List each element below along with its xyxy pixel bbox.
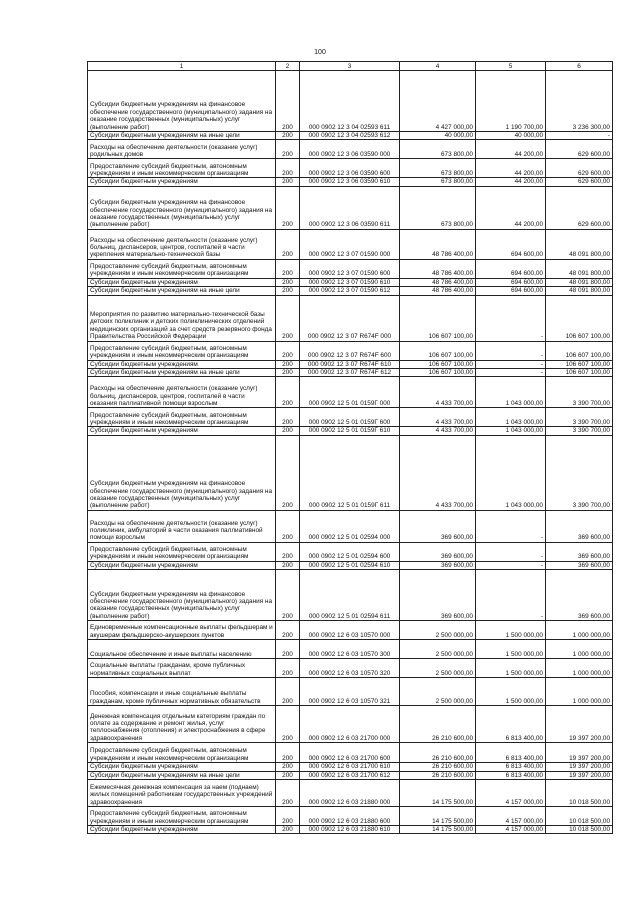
- row-amount-cell: 1 043 000,00: [476, 377, 546, 408]
- row-code-cell: 000 0902 12 6 03 21880 600: [300, 807, 400, 826]
- table-row: [88, 295, 613, 341]
- row-name-cell: Расходы на обеспечение деятельности (оказание услуг) поликлиник, амбулаторий в части оказания паллиативной помощи взрослым: [88, 510, 276, 542]
- row-amount-cell: 629 600,00: [546, 186, 613, 229]
- row-code-cell: 000 0902 12 6 03 10570 321: [300, 678, 400, 706]
- row-code-cell: 000 0902 12 5 01 0159Г 000: [300, 377, 400, 408]
- table-row: [88, 427, 613, 435]
- row-kvr-cell: 200: [276, 229, 300, 259]
- row-amount-cell: 673 800,00: [400, 140, 476, 159]
- row-name-cell: Субсидии бюджетным учреждениям на финансовое обеспечение государственного (муниципального) задания на оказание государственных (муниципальных) услуг (выполнение работ): [88, 570, 276, 621]
- row-kvr-cell: 200: [276, 360, 300, 368]
- row-amount-cell: 19 397 200,00: [546, 743, 613, 763]
- row-name-cell: Социальное обеспечение и иные выплаты населению: [88, 640, 276, 659]
- row-name-cell: Субсидии бюджетным учреждениям на иные цели: [88, 287, 276, 295]
- row-amount-cell: 1 043 000,00: [476, 427, 546, 435]
- column-header: 3: [300, 62, 400, 71]
- row-name-cell: Денежная компенсация отдельным категориям граждан по оплате за содержание и ремонт жилья, услуг теплоснабжения (отопления) и электроснабжения в сфере здравоохранения: [88, 706, 276, 743]
- row-amount-cell: 10 018 500,00: [546, 826, 613, 834]
- row-name-cell: Субсидии бюджетным учреждениям: [88, 763, 276, 771]
- row-amount-cell: 694 600,00: [476, 229, 546, 259]
- row-name-cell: Субсидии бюджетным учреждениям: [88, 826, 276, 834]
- row-kvr-cell: 200: [276, 278, 300, 286]
- row-amount-cell: 694 600,00: [476, 259, 546, 278]
- row-amount-cell: 369 600,00: [400, 510, 476, 542]
- row-code-cell: 000 0902 12 5 01 02594 610: [300, 561, 400, 569]
- row-name-cell: Субсидии бюджетным учреждениям на иные цели: [88, 369, 276, 377]
- row-amount-cell: 673 800,00: [400, 178, 476, 186]
- table-row: [88, 71, 613, 132]
- row-amount-cell: 26 210 600,00: [400, 706, 476, 743]
- row-code-cell: 000 0902 12 3 07 R674F 610: [300, 360, 400, 368]
- row-amount-cell: 369 600,00: [546, 542, 613, 561]
- row-amount-cell: -: [476, 542, 546, 561]
- row-name-cell: Субсидии бюджетным учреждениям на финансовое обеспечение государственного (муниципального) задания на оказание государственных (муниципальных) услуг (выполнение работ): [88, 71, 276, 132]
- row-amount-cell: 1 043 000,00: [476, 408, 546, 427]
- row-code-cell: 000 0902 12 3 07 01590 612: [300, 287, 400, 295]
- row-code-cell: 000 0902 12 6 03 21700 612: [300, 771, 400, 779]
- row-kvr-cell: 200: [276, 341, 300, 360]
- row-amount-cell: 40 000,00: [476, 132, 546, 140]
- column-header: 6: [546, 62, 613, 71]
- row-name-cell: Субсидии бюджетным учреждениям на иные цели: [88, 771, 276, 779]
- row-kvr-cell: 200: [276, 408, 300, 427]
- row-amount-cell: 44 200,00: [476, 159, 546, 178]
- column-number-row: [88, 62, 613, 71]
- row-amount-cell: 673 800,00: [400, 159, 476, 178]
- row-amount-cell: 10 018 500,00: [546, 780, 613, 807]
- row-name-cell: Предоставление субсидий бюджетным, автономным учреждениям и иным некоммерческим организациям: [88, 743, 276, 763]
- budget-table: [87, 61, 613, 834]
- row-amount-cell: 1 500 000,00: [476, 621, 546, 640]
- table-row: [88, 186, 613, 229]
- row-amount-cell: 3 390 700,00: [546, 435, 613, 510]
- column-header: 4: [400, 62, 476, 71]
- row-code-cell: 000 0902 12 6 03 21700 600: [300, 743, 400, 763]
- table-row: [88, 140, 613, 159]
- row-name-cell: Социальные выплаты гражданам, кроме публичных нормативных социальных выплат: [88, 659, 276, 678]
- row-code-cell: 000 0902 12 3 07 01590 000: [300, 229, 400, 259]
- row-amount-cell: 1 000 000,00: [546, 659, 613, 678]
- row-name-cell: Субсидии бюджетным учреждениям: [88, 178, 276, 186]
- row-amount-cell: 6 813 400,00: [476, 706, 546, 743]
- row-amount-cell: 19 397 200,00: [546, 706, 613, 743]
- row-amount-cell: 3 390 700,00: [546, 427, 613, 435]
- row-amount-cell: 6 813 400,00: [476, 763, 546, 771]
- row-amount-cell: 6 813 400,00: [476, 743, 546, 763]
- row-kvr-cell: 200: [276, 369, 300, 377]
- row-amount-cell: 14 175 500,00: [400, 826, 476, 834]
- row-amount-cell: 48 786 400,00: [400, 259, 476, 278]
- row-name-cell: Субсидии бюджетным учреждениям на финансовое обеспечение государственного (муниципального) задания на оказание государственных (муниципальных) услуг (выполнение работ): [88, 186, 276, 229]
- table-row: [88, 132, 613, 140]
- row-code-cell: 000 0902 12 5 01 0159Г 611: [300, 435, 400, 510]
- row-name-cell: Предоставление субсидий бюджетным, автономным учреждениям и иным некоммерческим организациям: [88, 159, 276, 178]
- row-amount-cell: 40 000,00: [400, 132, 476, 140]
- row-name-cell: Расходы на обеспечение деятельности (оказание услуг) больниц, диспансеров, центров, госпиталей в части оказания паллиативной помощи взрослым: [88, 377, 276, 408]
- row-kvr-cell: 200: [276, 287, 300, 295]
- row-amount-cell: 106 607 100,00: [400, 360, 476, 368]
- row-amount-cell: -: [476, 360, 546, 368]
- table-row: [88, 621, 613, 640]
- table-row: [88, 287, 613, 295]
- row-amount-cell: 48 091 800,00: [546, 259, 613, 278]
- row-code-cell: 000 0902 12 3 06 03590 610: [300, 178, 400, 186]
- row-name-cell: Предоставление субсидий бюджетным, автономным учреждениям и иным некоммерческим организациям: [88, 259, 276, 278]
- row-kvr-cell: 200: [276, 510, 300, 542]
- row-amount-cell: 1 043 000,00: [476, 435, 546, 510]
- row-amount-cell: 4 433 700,00: [400, 435, 476, 510]
- row-code-cell: 000 0902 12 5 01 02594 000: [300, 510, 400, 542]
- row-amount-cell: 14 175 500,00: [400, 780, 476, 807]
- table-row: [88, 542, 613, 561]
- row-code-cell: 000 0902 12 3 04 02593 611: [300, 71, 400, 132]
- row-amount-cell: 48 786 400,00: [400, 229, 476, 259]
- row-kvr-cell: 200: [276, 295, 300, 341]
- row-name-cell: Предоставление субсидий бюджетным, автономным учреждениям и иным некоммерческим организациям: [88, 542, 276, 561]
- row-amount-cell: -: [476, 295, 546, 341]
- table-row: [88, 659, 613, 678]
- row-kvr-cell: 200: [276, 570, 300, 621]
- table-row: [88, 510, 613, 542]
- row-amount-cell: 106 607 100,00: [546, 341, 613, 360]
- row-amount-cell: 1 500 000,00: [476, 640, 546, 659]
- row-code-cell: 000 0902 12 3 04 02593 612: [300, 132, 400, 140]
- row-amount-cell: 4 157 000,00: [476, 780, 546, 807]
- row-kvr-cell: 200: [276, 640, 300, 659]
- row-amount-cell: 4 427 000,00: [400, 71, 476, 132]
- row-kvr-cell: 200: [276, 706, 300, 743]
- row-name-cell: Субсидии бюджетным учреждениям на финансовое обеспечение государственного (муниципального) задания на оказание государственных (муниципальных) услуг (выполнение работ): [88, 435, 276, 510]
- row-kvr-cell: 200: [276, 132, 300, 140]
- row-kvr-cell: 200: [276, 678, 300, 706]
- row-amount-cell: 1 500 000,00: [476, 678, 546, 706]
- column-header: 1: [88, 62, 276, 71]
- row-kvr-cell: 200: [276, 771, 300, 779]
- row-code-cell: 000 0902 12 6 03 21700 610: [300, 763, 400, 771]
- row-kvr-cell: 200: [276, 259, 300, 278]
- row-code-cell: 000 0902 12 3 06 03590 600: [300, 159, 400, 178]
- row-code-cell: 000 0902 12 3 07 R674F 612: [300, 369, 400, 377]
- row-amount-cell: 1 000 000,00: [546, 621, 613, 640]
- table-row: [88, 377, 613, 408]
- row-amount-cell: 369 600,00: [546, 570, 613, 621]
- row-code-cell: 000 0902 12 5 01 02594 600: [300, 542, 400, 561]
- row-amount-cell: 19 397 200,00: [546, 763, 613, 771]
- row-kvr-cell: 200: [276, 71, 300, 132]
- row-code-cell: 000 0902 12 5 01 02594 611: [300, 570, 400, 621]
- row-kvr-cell: 200: [276, 542, 300, 561]
- row-name-cell: Субсидии бюджетным учреждениям: [88, 561, 276, 569]
- row-kvr-cell: 200: [276, 659, 300, 678]
- row-kvr-cell: 200: [276, 780, 300, 807]
- table-row: [88, 178, 613, 186]
- row-amount-cell: 4 433 700,00: [400, 427, 476, 435]
- row-code-cell: 000 0902 12 6 03 10570 320: [300, 659, 400, 678]
- page-number: 100: [314, 49, 326, 56]
- row-amount-cell: 44 200,00: [476, 140, 546, 159]
- row-code-cell: 000 0902 12 6 03 10570 300: [300, 640, 400, 659]
- row-amount-cell: 4 433 700,00: [400, 377, 476, 408]
- row-amount-cell: 1 000 000,00: [546, 678, 613, 706]
- row-amount-cell: 44 200,00: [476, 186, 546, 229]
- row-amount-cell: 673 800,00: [400, 186, 476, 229]
- table-row: [88, 771, 613, 779]
- table-row: [88, 360, 613, 368]
- column-header: 5: [476, 62, 546, 71]
- row-name-cell: Пособия, компенсации и иные социальные выплаты гражданам, кроме публичных нормативных обязательств: [88, 678, 276, 706]
- row-kvr-cell: 200: [276, 159, 300, 178]
- row-amount-cell: -: [476, 510, 546, 542]
- table-row: [88, 678, 613, 706]
- table-row: [88, 807, 613, 826]
- row-amount-cell: 19 397 200,00: [546, 771, 613, 779]
- row-amount-cell: 369 600,00: [400, 542, 476, 561]
- row-kvr-cell: 200: [276, 377, 300, 408]
- row-amount-cell: 48 786 400,00: [400, 278, 476, 286]
- row-amount-cell: 629 600,00: [546, 178, 613, 186]
- row-kvr-cell: 200: [276, 763, 300, 771]
- row-name-cell: Субсидии бюджетным учреждениям на иные цели: [88, 132, 276, 140]
- table-row: [88, 826, 613, 834]
- row-amount-cell: 106 607 100,00: [546, 369, 613, 377]
- row-amount-cell: 4 433 700,00: [400, 408, 476, 427]
- row-amount-cell: 6 813 400,00: [476, 771, 546, 779]
- row-amount-cell: 2 500 000,00: [400, 640, 476, 659]
- row-amount-cell: -: [546, 132, 613, 140]
- row-name-cell: Предоставление субсидий бюджетным, автономным учреждениям и иным некоммерческим организациям: [88, 408, 276, 427]
- row-amount-cell: 629 600,00: [546, 140, 613, 159]
- row-kvr-cell: 200: [276, 743, 300, 763]
- row-amount-cell: 106 607 100,00: [400, 341, 476, 360]
- row-amount-cell: 106 607 100,00: [400, 369, 476, 377]
- row-amount-cell: 3 390 700,00: [546, 408, 613, 427]
- row-amount-cell: 48 091 800,00: [546, 229, 613, 259]
- row-kvr-cell: 200: [276, 561, 300, 569]
- row-amount-cell: -: [476, 561, 546, 569]
- table-row: [88, 159, 613, 178]
- table-row: [88, 743, 613, 763]
- row-amount-cell: 369 600,00: [400, 561, 476, 569]
- row-kvr-cell: 200: [276, 807, 300, 826]
- row-kvr-cell: 200: [276, 621, 300, 640]
- row-amount-cell: 1 190 700,00: [476, 71, 546, 132]
- row-amount-cell: 26 210 600,00: [400, 763, 476, 771]
- row-amount-cell: -: [476, 570, 546, 621]
- row-name-cell: Субсидии бюджетным учреждениям: [88, 427, 276, 435]
- row-name-cell: Мероприятия по развитию материально-технической базы детских поликлиник и детских поликлинических отделений медицинских организаций за счет средств резервного фонда Правительства Российской Федерации: [88, 295, 276, 341]
- row-amount-cell: 2 500 000,00: [400, 678, 476, 706]
- row-amount-cell: 369 600,00: [546, 561, 613, 569]
- row-amount-cell: 14 175 500,00: [400, 807, 476, 826]
- row-amount-cell: 4 157 000,00: [476, 807, 546, 826]
- row-amount-cell: 4 157 000,00: [476, 826, 546, 834]
- row-kvr-cell: 200: [276, 178, 300, 186]
- row-amount-cell: 26 210 600,00: [400, 743, 476, 763]
- row-code-cell: 000 0902 12 5 01 0159Г 600: [300, 408, 400, 427]
- row-kvr-cell: 200: [276, 186, 300, 229]
- row-amount-cell: 629 600,00: [546, 159, 613, 178]
- row-amount-cell: 44 200,00: [476, 178, 546, 186]
- row-amount-cell: 2 500 000,00: [400, 659, 476, 678]
- row-amount-cell: 48 091 800,00: [546, 287, 613, 295]
- table-row: [88, 706, 613, 743]
- table-row: [88, 640, 613, 659]
- table-row: [88, 435, 613, 510]
- row-amount-cell: 2 500 000,00: [400, 621, 476, 640]
- row-amount-cell: 369 600,00: [400, 570, 476, 621]
- row-amount-cell: 26 210 600,00: [400, 771, 476, 779]
- row-code-cell: 000 0902 12 6 03 21880 000: [300, 780, 400, 807]
- row-amount-cell: 48 091 800,00: [546, 278, 613, 286]
- row-name-cell: Предоставление субсидий бюджетным, автономным учреждениям и иным некоммерческим организациям: [88, 341, 276, 360]
- table-row: [88, 369, 613, 377]
- row-amount-cell: 694 600,00: [476, 278, 546, 286]
- row-name-cell: Расходы на обеспечение деятельности (оказание услуг) родильных домов: [88, 140, 276, 159]
- row-amount-cell: 106 607 100,00: [400, 295, 476, 341]
- table-row: [88, 341, 613, 360]
- row-name-cell: Субсидии бюджетным учреждениям: [88, 360, 276, 368]
- row-amount-cell: 3 390 700,00: [546, 377, 613, 408]
- row-amount-cell: -: [476, 341, 546, 360]
- row-code-cell: 000 0902 12 3 07 01590 600: [300, 259, 400, 278]
- row-amount-cell: 3 236 300,00: [546, 71, 613, 132]
- table-row: [88, 408, 613, 427]
- table-row: [88, 259, 613, 278]
- table-row: [88, 229, 613, 259]
- row-code-cell: 000 0902 12 6 03 21880 610: [300, 826, 400, 834]
- column-header: 2: [276, 62, 300, 71]
- row-kvr-cell: 200: [276, 826, 300, 834]
- row-amount-cell: 106 607 100,00: [546, 295, 613, 341]
- row-name-cell: Расходы на обеспечение деятельности (оказание услуг) больниц, диспансеров, центров, госпиталей в части укрепления материально-технической базы: [88, 229, 276, 259]
- row-kvr-cell: 200: [276, 435, 300, 510]
- row-code-cell: 000 0902 12 3 07 01590 610: [300, 278, 400, 286]
- row-kvr-cell: 200: [276, 140, 300, 159]
- table-row: [88, 561, 613, 569]
- row-code-cell: 000 0902 12 3 07 R674F 600: [300, 341, 400, 360]
- row-code-cell: 000 0902 12 3 07 R674F 000: [300, 295, 400, 341]
- row-name-cell: Ежемесячная денежная компенсация за наем (поднаем) жилых помещений работникам государственных учреждений здравоохранения: [88, 780, 276, 807]
- row-amount-cell: 1 500 000,00: [476, 659, 546, 678]
- row-amount-cell: 10 018 500,00: [546, 807, 613, 826]
- row-amount-cell: 694 600,00: [476, 287, 546, 295]
- row-amount-cell: 1 000 000,00: [546, 640, 613, 659]
- row-code-cell: 000 0902 12 6 03 21700 000: [300, 706, 400, 743]
- table-row: [88, 278, 613, 286]
- row-amount-cell: 369 600,00: [546, 510, 613, 542]
- table-row: [88, 780, 613, 807]
- row-code-cell: 000 0902 12 5 01 0159Г 610: [300, 427, 400, 435]
- row-name-cell: Субсидии бюджетным учреждениям: [88, 278, 276, 286]
- row-code-cell: 000 0902 12 6 03 10570 000: [300, 621, 400, 640]
- row-name-cell: Предоставление субсидий бюджетным, автономным учреждениям и иным некоммерческим организациям: [88, 807, 276, 826]
- row-kvr-cell: 200: [276, 427, 300, 435]
- row-code-cell: 000 0902 12 3 06 03590 000: [300, 140, 400, 159]
- row-amount-cell: 106 607 100,00: [546, 360, 613, 368]
- table-row: [88, 763, 613, 771]
- row-amount-cell: 48 786 400,00: [400, 287, 476, 295]
- row-amount-cell: -: [476, 369, 546, 377]
- row-name-cell: Единовременные компенсационные выплаты фельдшерам и акушерам фельдшерско-акушерских пунктов: [88, 621, 276, 640]
- row-code-cell: 000 0902 12 3 06 03590 611: [300, 186, 400, 229]
- table-row: [88, 570, 613, 621]
